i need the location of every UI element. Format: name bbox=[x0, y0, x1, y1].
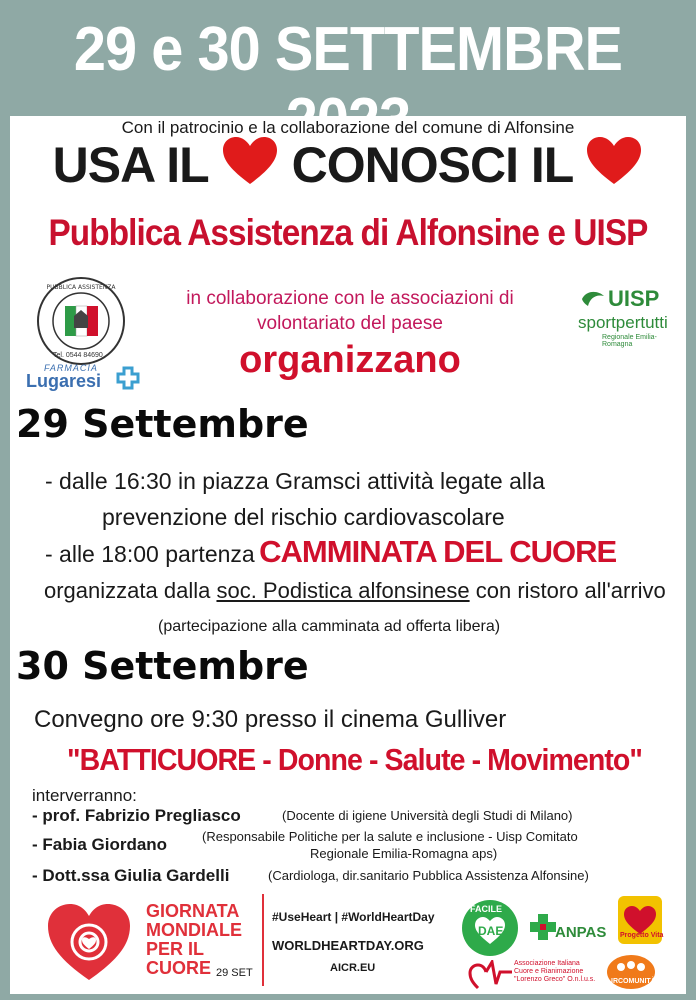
gm-line: MONDIALE bbox=[146, 920, 242, 940]
aicr-assoc-line: Associazione Italiana bbox=[514, 960, 580, 967]
facile-label: FACILE bbox=[470, 904, 503, 914]
poster-sheet bbox=[10, 116, 686, 994]
patrocinio-text: Con il patrocinio e la collaborazione del comune di Alfonsine bbox=[121, 118, 575, 137]
speaker-role: (Cardiologa, dir.sanitario Pubblica Assistenza Alfonsine) bbox=[268, 868, 589, 883]
gm-date: 29 SET bbox=[216, 967, 253, 979]
dae-label: DAE bbox=[478, 924, 504, 938]
gm-line: CUORE bbox=[146, 958, 212, 978]
speaker-name: - Dott.ssa Giulia Gardelli bbox=[32, 866, 230, 885]
day2-date: 30 Settembre bbox=[16, 644, 309, 688]
footer-logos bbox=[10, 892, 686, 994]
organizzata-text: organizzata dalla bbox=[44, 578, 211, 603]
aicr-association-text bbox=[514, 960, 595, 984]
convegno-text: Convegno ore 9:30 presso il cinema Gulliver bbox=[34, 706, 507, 733]
progetto-vita-label: Progetto Vita bbox=[620, 932, 664, 939]
hashtags: #UseHeart | #WorldHeartDay bbox=[272, 910, 435, 924]
slogan bbox=[10, 136, 686, 194]
svg-text:PUBBLICA ASSISTENZA: PUBBLICA ASSISTENZA bbox=[46, 284, 116, 291]
pa-tel: Tel. 0544 84690 bbox=[53, 352, 103, 359]
gm-line: PER IL bbox=[146, 939, 205, 959]
speaker-role: (Responsabile Politiche per la salute e inclusione - Uisp Comitato bbox=[202, 829, 578, 844]
farmacia-name: Lugaresi bbox=[26, 371, 102, 391]
day1-item1-line2: prevenzione del rischio cardiovascolare bbox=[102, 504, 505, 530]
anpas-cross-icon bbox=[528, 912, 558, 942]
farmacia-label: FARMACIA bbox=[44, 363, 98, 373]
aicr-association-icon bbox=[468, 960, 514, 990]
day1-item2-prefix: - alle 18:00 partenza bbox=[45, 541, 255, 567]
organizzano-text: organizzano bbox=[239, 339, 461, 381]
heart-icon bbox=[221, 136, 279, 186]
day1-date: 29 Settembre bbox=[16, 402, 309, 446]
collab-line1: in collaborazione con le associazioni di bbox=[186, 288, 514, 309]
slogan-part2: CONOSCI IL bbox=[291, 137, 573, 193]
gm-line: GIORNATA bbox=[146, 901, 240, 921]
interverranno-label: interverranno: bbox=[32, 786, 137, 805]
uisp-tag: sportpertutti bbox=[578, 313, 668, 332]
ircomunita-label: IRCOMUNITÀ bbox=[611, 978, 656, 985]
speaker-name: - prof. Fabrizio Pregliasco bbox=[32, 806, 241, 825]
aicr-assoc-line: Cuore e Rianimazione bbox=[514, 968, 584, 975]
date-banner bbox=[0, 0, 696, 110]
camminata-title: CAMMINATA DEL CUORE bbox=[259, 534, 617, 569]
day1-item2-line2 bbox=[44, 578, 666, 604]
world-heart-day-site: WORLDHEARTDAY.ORG bbox=[272, 938, 424, 953]
speaker-role: (Docente di igiene Università degli Studi di Milano) bbox=[282, 808, 573, 823]
podistica-text: soc. Podistica alfonsinese bbox=[216, 578, 470, 603]
uisp-swoosh-icon bbox=[580, 288, 606, 310]
day1-note: (partecipazione alla camminata ad offerta libera) bbox=[158, 618, 501, 635]
uisp-name: UISP bbox=[608, 286, 660, 311]
uisp-region: Regionale Emilia-Romagna bbox=[602, 334, 657, 348]
speaker-role-cont: Regionale Emilia-Romagna aps) bbox=[310, 846, 498, 861]
slogan-part1: USA IL bbox=[52, 137, 208, 193]
anpas-label: ANPAS bbox=[555, 924, 607, 941]
aicr-site: AICR.EU bbox=[330, 962, 376, 974]
ristoro-text: con ristoro all'arrivo bbox=[475, 578, 666, 603]
heart-icon bbox=[585, 136, 643, 186]
day1-item2 bbox=[45, 534, 616, 570]
banner-title: 29 e 30 SETTEMBRE bbox=[73, 15, 623, 84]
organizer-title: Pubblica Assistenza di Alfonsine e UISP bbox=[48, 212, 648, 253]
speaker-name: - Fabia Giordano bbox=[32, 835, 168, 854]
collab-text bbox=[120, 286, 580, 336]
footer-divider bbox=[262, 894, 264, 986]
aicr-assoc-line: "Lorenzo Greco" O.n.l.u.s. bbox=[514, 976, 596, 983]
world-heart-day-icon bbox=[46, 902, 132, 982]
day1-item1-line1: - dalle 16:30 in piazza Gramsci attività legate alla bbox=[45, 468, 545, 494]
batticuore-title: "BATTICUORE - Donne - Salute - Movimento" bbox=[67, 742, 643, 777]
collab-line2: volontariato del paese bbox=[257, 313, 443, 334]
